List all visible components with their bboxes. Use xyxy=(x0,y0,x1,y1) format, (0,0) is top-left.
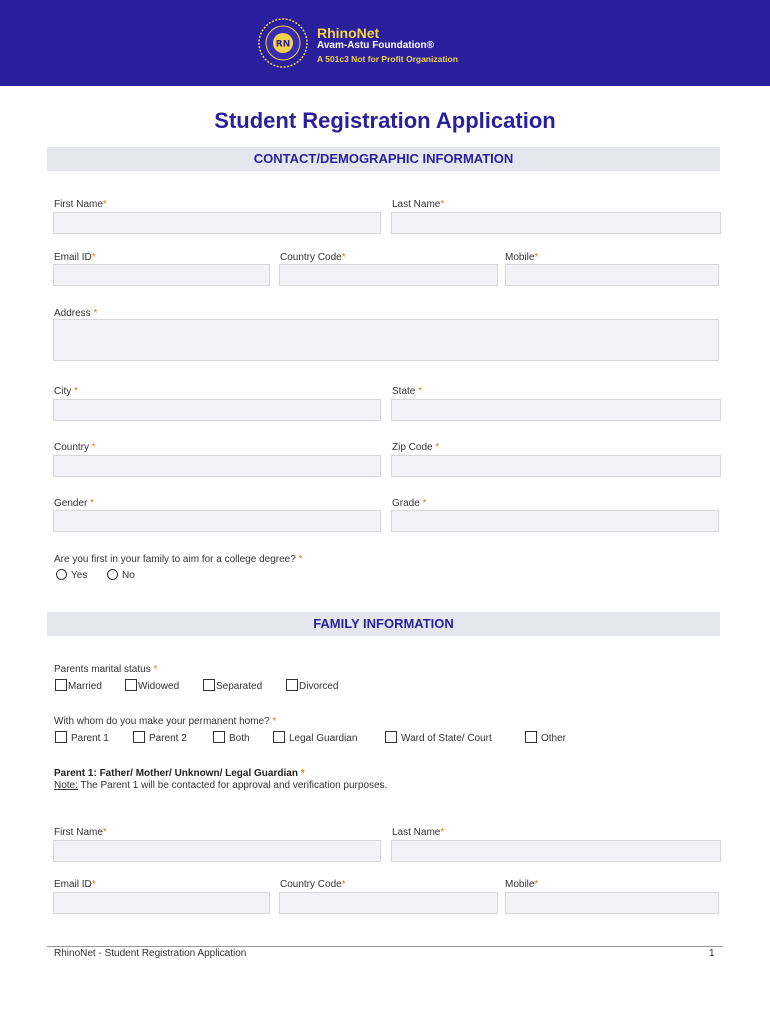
married-checkbox[interactable] xyxy=(55,679,67,691)
first-college-question: Are you first in your family to aim for a college degree? * xyxy=(54,554,303,565)
parent1-email-field[interactable] xyxy=(53,892,270,914)
parent1-country-code-field[interactable] xyxy=(279,892,498,914)
footer-text: RhinoNet - Student Registration Application xyxy=(54,948,247,959)
parent1-first-name-field[interactable] xyxy=(53,840,381,862)
parent1-last-name-field[interactable] xyxy=(391,840,721,862)
parent1-first-name-label: First Name* xyxy=(54,827,107,838)
widowed-checkbox[interactable] xyxy=(125,679,137,691)
no-radio[interactable] xyxy=(107,569,118,580)
marital-status-question: Parents marital status * xyxy=(54,664,158,675)
ward-of-state-label: Ward of State/ Court xyxy=(401,733,492,744)
grade-label: Grade * xyxy=(392,498,427,509)
org-subtitle: Avam-Astu Foundation® xyxy=(317,40,434,51)
country-label: Country * xyxy=(54,442,96,453)
parent1-email-label: Email ID* xyxy=(54,879,96,890)
grade-field[interactable] xyxy=(391,510,719,532)
last-name-field[interactable] xyxy=(391,212,721,234)
divorced-checkbox[interactable] xyxy=(286,679,298,691)
both-label: Both xyxy=(229,733,250,744)
mobile-field[interactable] xyxy=(505,264,719,286)
country-field[interactable] xyxy=(53,455,381,477)
permanent-home-question: With whom do you make your permanent home? * xyxy=(54,716,277,727)
zip-code-field[interactable] xyxy=(391,455,721,477)
other-label: Other xyxy=(541,733,567,744)
ward-of-state-checkbox[interactable] xyxy=(385,731,397,743)
zip-code-label: Zip Code * xyxy=(392,442,440,453)
section-family-heading: FAMILY INFORMATION xyxy=(47,612,720,636)
state-label: State * xyxy=(392,386,423,397)
header-banner xyxy=(0,0,770,86)
parent2-label: Parent 2 xyxy=(149,733,187,744)
yes-radio[interactable] xyxy=(56,569,67,580)
legal-guardian-checkbox[interactable] xyxy=(273,731,285,743)
parent1-mobile-field[interactable] xyxy=(505,892,719,914)
section-contact-heading: CONTACT/DEMOGRAPHIC INFORMATION xyxy=(47,147,720,171)
parent1-note: Note: The Parent 1 will be contacted for approval and verification purposes. xyxy=(54,780,388,791)
city-label: City * xyxy=(54,386,78,397)
divorced-label: Divorced xyxy=(299,681,339,692)
last-name-label: Last Name* xyxy=(392,199,445,210)
address-label: Address * xyxy=(54,308,98,319)
country-code-label: Country Code* xyxy=(280,252,346,263)
parent1-label: Parent 1 xyxy=(71,733,109,744)
gender-field[interactable] xyxy=(53,510,381,532)
gender-label: Gender * xyxy=(54,498,95,509)
yes-label: Yes xyxy=(71,570,88,581)
no-label: No xyxy=(122,570,135,581)
parent1-last-name-label: Last Name* xyxy=(392,827,445,838)
email-label: Email ID* xyxy=(54,252,96,263)
married-label: Married xyxy=(68,681,102,692)
parent1-heading: Parent 1: Father/ Mother/ Unknown/ Legal Guardian * xyxy=(54,768,305,779)
country-code-field[interactable] xyxy=(279,264,498,286)
org-tagline: A 501c3 Not for Profit Organization xyxy=(317,54,458,64)
both-checkbox[interactable] xyxy=(213,731,225,743)
page-title: Student Registration Application xyxy=(214,108,556,133)
parent1-mobile-label: Mobile* xyxy=(505,879,539,890)
first-name-label: First Name* xyxy=(54,199,107,210)
parent1-checkbox[interactable] xyxy=(55,731,67,743)
legal-guardian-label: Legal Guardian xyxy=(289,733,358,744)
svg-text:RN: RN xyxy=(275,39,291,50)
page-number: 1 xyxy=(709,948,715,959)
other-checkbox[interactable] xyxy=(525,731,537,743)
footer-divider xyxy=(47,946,723,947)
parent1-country-code-label: Country Code* xyxy=(280,879,346,890)
org-name: RhinoNet xyxy=(317,25,380,41)
email-field[interactable] xyxy=(53,264,270,286)
first-name-field[interactable] xyxy=(53,212,381,234)
parent2-checkbox[interactable] xyxy=(133,731,145,743)
state-field[interactable] xyxy=(391,399,721,421)
separated-label: Separated xyxy=(216,681,263,692)
address-field[interactable] xyxy=(53,319,719,361)
mobile-label: Mobile* xyxy=(505,252,539,263)
city-field[interactable] xyxy=(53,399,381,421)
widowed-label: Widowed xyxy=(138,681,180,692)
foundation-seal-logo xyxy=(258,18,308,68)
separated-checkbox[interactable] xyxy=(203,679,215,691)
